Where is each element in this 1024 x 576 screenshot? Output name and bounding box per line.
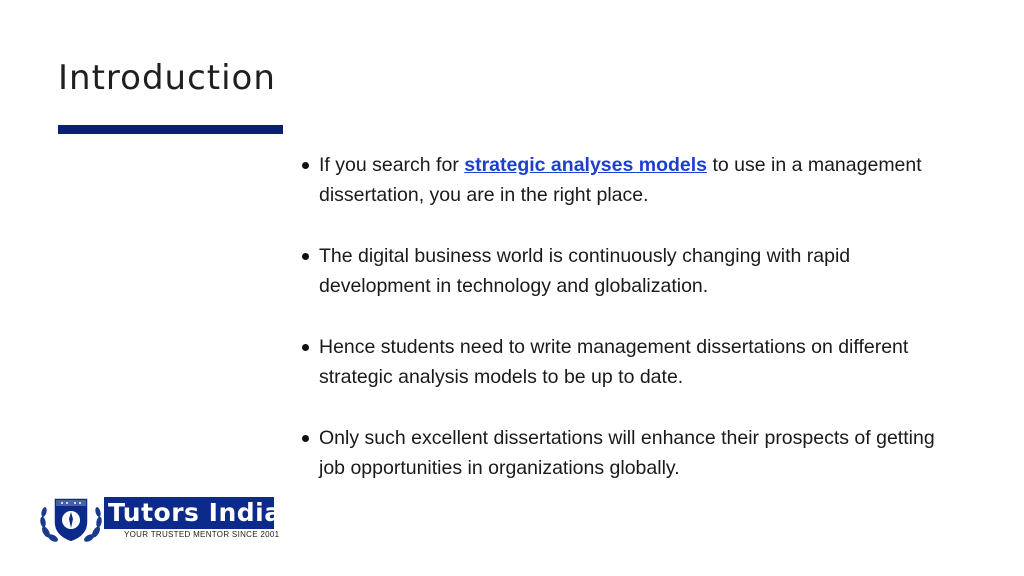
bullet-list xyxy=(302,150,942,514)
bullet-text: Only such excellent dissertations will enhance their prospects of getting job opportunities in organizations globally. xyxy=(319,427,935,479)
bullet-dot-icon xyxy=(302,435,309,442)
logo-name: Tutors India xyxy=(104,497,274,529)
tutors-india-logo xyxy=(38,492,282,544)
strategic-analyses-models-link[interactable]: strategic analyses models xyxy=(464,154,708,176)
bullet-dot-icon xyxy=(302,162,309,169)
bullet-item xyxy=(302,423,942,483)
bullet-dot-icon xyxy=(302,253,309,260)
bullet-text-before-link: If you search for xyxy=(319,154,465,176)
bullet-text: The digital business world is continuously changing with rapid development in technology and globalization. xyxy=(319,245,851,297)
bullet-text-after-link: to use in a management dissertation, you are in the right place. xyxy=(319,154,922,206)
laurel-emblem-icon xyxy=(38,492,104,544)
bullet-item xyxy=(302,150,942,210)
bullet-dot-icon xyxy=(302,344,309,351)
logo-tagline: YOUR TRUSTED MENTOR SINCE 2001 xyxy=(124,530,280,539)
slide-title: Introduction xyxy=(58,58,276,98)
title-underline-bar xyxy=(58,125,283,134)
bullet-item xyxy=(302,332,942,392)
bullet-text: Hence students need to write management dissertations on different strategic analysis models to be up to date. xyxy=(319,336,909,388)
bullet-item xyxy=(302,241,942,301)
